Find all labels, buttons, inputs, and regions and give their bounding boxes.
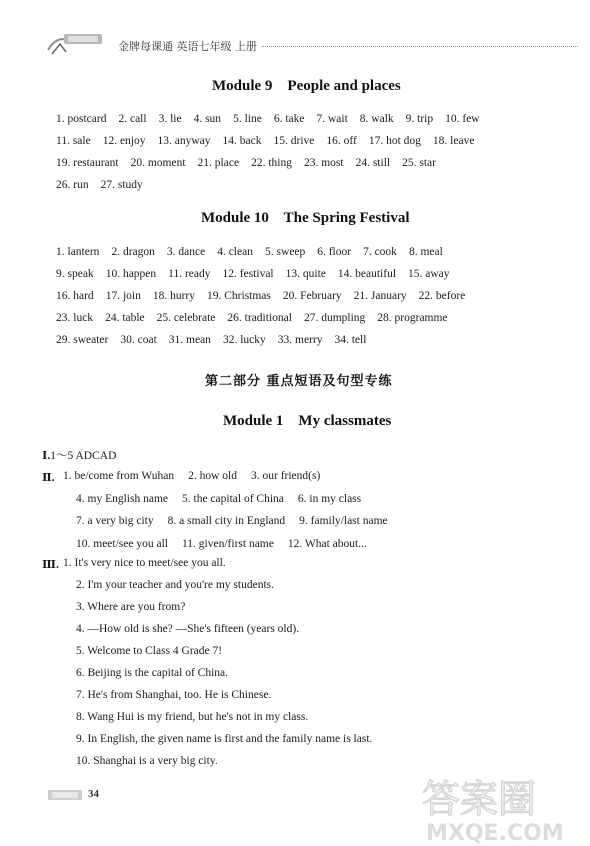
answer-item: 12. festival xyxy=(222,268,274,280)
answer-item: 5. line xyxy=(233,113,262,125)
answer-item: 20. moment xyxy=(130,157,186,169)
phrase-answer: 4. my English name xyxy=(76,492,168,505)
phrase-answer: 2. how old xyxy=(188,470,237,482)
answer-row xyxy=(56,157,436,169)
answer-item: 32. lucky xyxy=(222,334,266,346)
answer-row xyxy=(56,312,448,324)
answer-row xyxy=(56,113,480,125)
phrase-answer: 6. in my class xyxy=(297,492,362,505)
answer-item: 16. off xyxy=(326,135,357,147)
sentence-answer: 2. I'm your teacher and you're my students. xyxy=(76,579,274,591)
answer-item: 5. sweep xyxy=(264,246,306,258)
footer-decoration-icon xyxy=(46,784,86,804)
sentence-answer: 9. In English, the given name is first and the family name is last. xyxy=(76,733,373,745)
sentence-answer: 4. —How old is she? —She's fifteen (years old). xyxy=(76,623,300,635)
answer-item: 25. star xyxy=(402,157,436,169)
module10-title: Module 10 The Spring Festival xyxy=(201,210,410,226)
part2-title: 第二部分 重点短语及句型专练 xyxy=(205,374,393,389)
phrase-answer: 8. a small city in England xyxy=(167,515,286,527)
answer-item: 6. take xyxy=(273,113,305,125)
answer-item: 26. run xyxy=(56,179,89,191)
answer-item: 3. dance xyxy=(166,246,206,258)
answer-item: 6. floor xyxy=(317,246,352,258)
answer-row xyxy=(56,268,450,280)
exercise-2-number: Ⅱ. xyxy=(42,472,55,484)
answer-row xyxy=(56,334,366,346)
answer-item: 10. happen xyxy=(105,268,157,280)
sentence-answer: 3. Where are you from? xyxy=(76,601,186,613)
answer-item: 25. celebrate xyxy=(156,312,216,324)
answer-item: 24. still xyxy=(355,157,391,169)
answer-item: 34. tell xyxy=(334,334,367,346)
exercise-3-number-row xyxy=(42,557,59,571)
answer-item: 9. trip xyxy=(405,113,434,125)
page-number: 34 xyxy=(88,788,99,800)
answer-item: 21. place xyxy=(197,157,240,169)
answer-row xyxy=(56,246,443,258)
answer-item: 22. thing xyxy=(251,157,292,169)
exercise-1-text: 1～5 ADCAD xyxy=(50,450,117,462)
answer-row xyxy=(56,179,143,191)
phrase-answer: 9. family/last name xyxy=(299,515,388,527)
book-title: 金牌每课通 英语七年级 上册 xyxy=(118,40,257,53)
module1-title: Module 1 My classmates xyxy=(223,413,392,429)
watermark-sub: MXQE.COM xyxy=(426,821,564,844)
answer-item: 3. lie xyxy=(158,113,182,125)
sentence-answer: 5. Welcome to Class 4 Grade 7! xyxy=(76,645,223,657)
answer-item: 11. sale xyxy=(56,135,91,147)
answer-item: 27. study xyxy=(100,179,143,191)
phrase-answer: 10. meet/see you all xyxy=(76,537,168,550)
answer-item: 19. Christmas xyxy=(207,290,271,302)
answer-item: 1. lantern xyxy=(56,246,100,258)
sentence-answer: 7. He's from Shanghai, too. He is Chinese. xyxy=(76,689,272,701)
answer-item: 13. quite xyxy=(285,268,326,280)
answer-item: 12. enjoy xyxy=(102,135,146,147)
answer-item: 31. mean xyxy=(168,334,211,346)
answer-item: 2. dragon xyxy=(111,246,155,258)
answer-row xyxy=(56,135,474,147)
answer-item: 20. February xyxy=(282,290,342,302)
answer-item: 17. hot dog xyxy=(368,135,421,147)
exercise-2-row xyxy=(76,515,388,527)
phrase-answer: 5. the capital of China xyxy=(182,492,284,505)
answer-item: 11. ready xyxy=(168,268,211,280)
watermark-text: 答案圈 xyxy=(422,777,537,821)
answer-item: 9. speak xyxy=(56,268,94,280)
answer-item: 23. luck xyxy=(56,312,94,324)
answer-item: 19. restaurant xyxy=(56,157,119,169)
answer-item: 14. back xyxy=(222,135,262,147)
answer-item: 27. dumpling xyxy=(303,312,366,324)
answer-item: 15. away xyxy=(408,268,450,280)
sentence-answer: 6. Beijing is the capital of China. xyxy=(76,667,229,679)
phrase-answer: 3. our friend(s) xyxy=(250,470,321,482)
header-divider xyxy=(262,46,578,47)
exercise-3-number: Ⅲ. xyxy=(42,559,59,571)
exercise-2-row xyxy=(76,493,361,505)
answer-item: 8. meal xyxy=(408,246,443,258)
answer-item: 10. few xyxy=(445,113,480,125)
answer-item: 23. most xyxy=(303,157,344,169)
answer-item: 22. before xyxy=(418,290,466,302)
exercise-1-answers xyxy=(42,447,116,463)
series-logo-icon xyxy=(46,30,108,56)
answer-item: 16. hard xyxy=(56,290,94,302)
answer-item: 7. cook xyxy=(363,246,397,258)
exercise-2-row xyxy=(76,538,367,550)
answer-item: 18. hurry xyxy=(152,290,195,302)
answer-item: 2. call xyxy=(118,113,147,125)
page-header xyxy=(0,0,590,60)
answer-item: 7. wait xyxy=(316,113,348,125)
watermark-logo xyxy=(418,770,588,844)
answer-item: 8. walk xyxy=(359,113,394,125)
answer-item: 1. postcard xyxy=(56,113,107,125)
answer-item: 4. clean xyxy=(217,246,253,258)
answer-item: 4. sun xyxy=(193,113,222,125)
answer-item: 30. coat xyxy=(120,334,157,346)
answer-item: 13. anyway xyxy=(157,135,211,147)
phrase-answer: 11. given/first name xyxy=(181,537,274,550)
phrase-answer: 1. be/come from Wuhan xyxy=(63,470,175,482)
phrase-answer: 12. What about... xyxy=(287,537,367,550)
sentence-answer: 10. Shanghai is a very big city. xyxy=(76,755,218,767)
phrase-answer: 7. a very big city xyxy=(76,515,154,527)
answer-item: 28. programme xyxy=(377,312,448,324)
answer-row xyxy=(56,290,465,302)
exercise-2-number-row xyxy=(42,470,55,484)
answer-item: 17. join xyxy=(105,290,141,302)
exercise-2-row xyxy=(63,470,320,482)
answer-item: 29. sweater xyxy=(56,334,109,346)
answer-item: 14. beautiful xyxy=(337,268,397,280)
answer-item: 21. January xyxy=(353,290,407,302)
answer-item: 18. leave xyxy=(432,135,475,147)
answer-item: 33. merry xyxy=(277,334,323,346)
sentence-answer: 1. It's very nice to meet/see you all. xyxy=(63,557,226,569)
exercise-1-number: Ⅰ. xyxy=(42,450,51,462)
sentence-answer: 8. Wang Hui is my friend, but he's not in my class. xyxy=(76,711,309,723)
answer-item: 26. traditional xyxy=(227,312,292,324)
answer-item: 15. drive xyxy=(273,135,315,147)
answer-item: 24. table xyxy=(105,312,145,324)
module9-title: Module 9 People and places xyxy=(212,78,401,94)
